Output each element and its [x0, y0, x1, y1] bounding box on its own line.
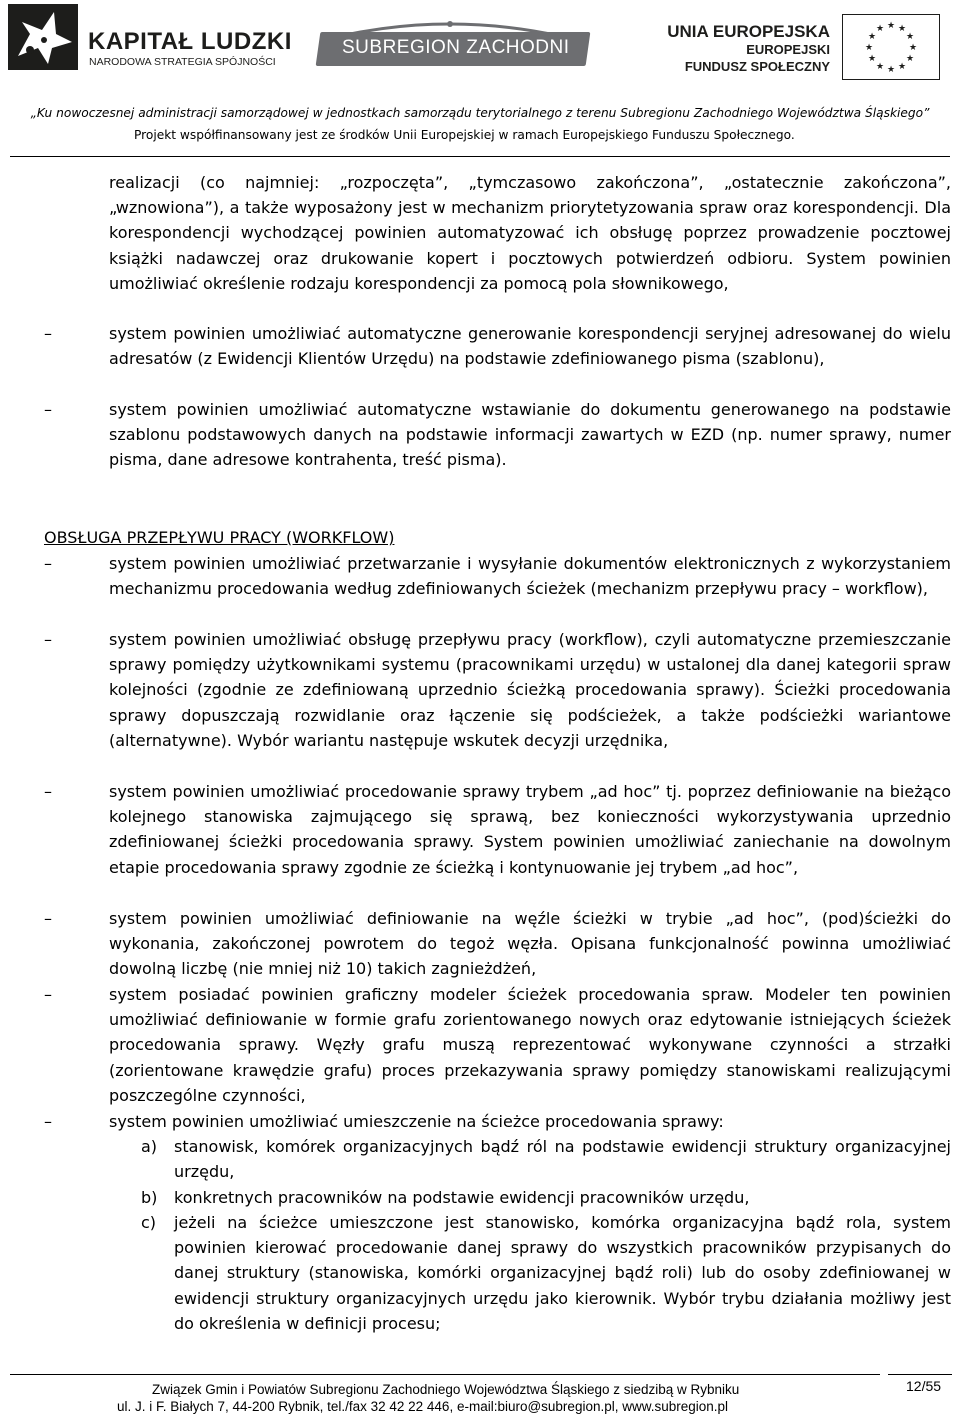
list-item-text: system powinien umożliwiać automatyczne generowanie korespondencji seryjnej adresowanej do wielu adresatów (z Ewidencji Klientów Urzędu) na podstawie zdefiniowanego pisma (szablonu), [109, 324, 951, 369]
list-dash: – [44, 324, 52, 343]
list-item-text: system powinien umożliwiać umieszczenie na ścieżce procedowania sprawy: [109, 1112, 724, 1131]
intro-paragraph: realizacji (co najmniej: „rozpoczęta”, „tymczasowo zakończona”, „ostatecznie zakończona”, „wznowiona”), a także wyposażony jest w mechanizm priorytetyzowania spraw oraz korespondencji. Dla korespondencji wychodzącej powinien automatyzować ich obsługę poprzez prowadzenie pocztowej książki nadawczej oraz drukowanie kopert i pocztowych potwierdzeń odbioru. System powinien umożliwiać określenie rodzaju korespondencji za pomocą pola słownikowego, [109, 173, 951, 293]
subregion-text: SUBREGION ZACHODNI [342, 37, 570, 58]
project-title: „Ku nowoczesnej administracji samorządowej w jednostkach samorządu terytorialnego z terenu Subregionu Zachodniego Województwa Śląskiego” [30, 106, 930, 120]
svg-text:★: ★ [897, 24, 907, 34]
kapital-ludzki-subtitle: NARODOWA STRATEGIA SPÓJNOŚCI [89, 56, 276, 68]
svg-text:★: ★ [886, 65, 896, 75]
list-item-text: system powinien umożliwiać automatyczne wstawianie do dokumentu generowanego na podstawie szablonu podstawowych danych na podstawie informacji zawartych w EZD (np. numer sprawy, numer pisma, dane adresowe kontrahenta, treść pisma). [109, 400, 951, 470]
cofinancing-note: Projekt współfinansowany jest ze środków Unii Europejskiej w ramach Europejskiego Funduszu Społecznego. [134, 128, 795, 142]
svg-text:★: ★ [867, 32, 877, 42]
footer-organization: Związek Gmin i Powiatów Subregionu Zachodniego Województwa Śląskiego z siedzibą w Rybniku [152, 1382, 740, 1397]
sublist-marker: b) [141, 1188, 158, 1207]
section-title: OBSŁUGA PRZEPŁYWU PRACY (WORKFLOW) [44, 528, 395, 547]
list-item-text: system powinien umożliwiać definiowanie na węźle ścieżki w trybie „ad hoc”, (pod)ścieżki do wykonania, zakończonej powrotem do tegoż węzła. Opisana funkcjonalność powinna umożliwiać dowolną liczbę (nie mniej niż 10) takich zagnieżdżeń, [109, 909, 951, 979]
ue-logo [667, 14, 950, 84]
eu-flag-icon [842, 14, 940, 80]
ue-line1: UNIA EUROPEJSKA [667, 22, 830, 41]
list-item-text: system powinien umożliwiać przetwarzanie i wysyłanie dokumentów elektronicznych z wykorzystaniem mechanizmu procedowania według zdefiniowanych ścieżek (mechanizm przepływu pracy – workflow), [109, 554, 951, 599]
svg-text:★: ★ [886, 21, 896, 31]
svg-text:★: ★ [908, 43, 918, 53]
list-dash: – [44, 630, 52, 649]
footer-divider [10, 1374, 880, 1375]
footer-contact: ul. J. i F. Białych 7, 44-200 Rybnik, tel./fax 32 42 22 446, e-mail:biuro@subregion.pl, www.subregion.pl [117, 1399, 729, 1414]
svg-text:★: ★ [897, 62, 907, 72]
kapital-ludzki-logo [8, 4, 292, 70]
page-number: 12/55 [906, 1378, 942, 1394]
list-dash: – [44, 400, 52, 419]
list-dash: – [44, 909, 52, 928]
sublist-item-text: stanowisk, komórek organizacyjnych bądź ról na podstawie ewidencji struktury organizacyjnej urzędu, [174, 1137, 951, 1182]
page-header [0, 0, 960, 160]
svg-text:★: ★ [875, 62, 885, 72]
list-item-text: system powinien umożliwiać obsługę przepływu pracy (workflow), czyli automatyczne przemieszczanie sprawy pomiędzy użytkownikami systemu (pracownikami urzędu) w ustalonej dla danej kategorii spraw kolejności (zgodnie ze zdefiniowaną uprzednio ścieżką procedowania sprawy). Ścieżki procedowania sprawy dopuszczają rozwidlanie oraz łączenie się podścieżek, a także podścieżki wariantowe (alternatywne). Wybór wariantu następuje wskutek decyzji urzędnika, [109, 630, 951, 750]
list-dash: – [44, 782, 52, 801]
svg-text:★: ★ [867, 54, 877, 64]
list-dash: – [44, 1112, 52, 1131]
ue-line2: EUROPEJSKI [746, 42, 830, 57]
header-divider [10, 156, 950, 157]
sublist-marker: a) [141, 1137, 158, 1156]
kapital-ludzki-star-icon [8, 4, 78, 70]
subregion-logo [300, 18, 600, 76]
kapital-ludzki-title: KAPITAŁ LUDZKI [88, 28, 292, 55]
ue-line3: FUNDUSZ SPOŁECZNY [684, 59, 830, 74]
list-dash: – [44, 985, 52, 1004]
sublist-item-text: konkretnych pracowników na podstawie ewidencji pracowników urzędu, [174, 1188, 750, 1207]
svg-text:★: ★ [875, 24, 885, 34]
list-dash: – [44, 554, 52, 573]
sublist-marker: c) [141, 1213, 157, 1232]
list-item-text: system powinien umożliwiać procedowanie sprawy trybem „ad hoc” tj. poprzez definiowanie na bieżąco kolejnego stanowiska zajmującego się sprawą, bez konieczności wykorzystywania uprzednio zdefiniowanej ścieżki procedowania sprawy. System powinien umożliwiać zaniechanie na dowolnym etapie procedowania sprawy zgodnie ze ścieżką i kontynuowanie jej trybem „ad hoc”, [109, 782, 951, 877]
svg-text:★: ★ [905, 32, 915, 42]
list-item-text: system posiadać powinien graficzny modeler ścieżek procedowania spraw. Modeler ten powinien umożliwiać definiowanie w formie grafu zorientowanego nowych oraz edytowanie istniejących ścieżek procedowania sprawy. Węzły grafu muszą reprezentować wykonywane czynności a strzałki (zorientowane krawędzie grafu) proces przekazywania sprawy pomiędzy stanowiskami realizującymi poszczególne czynności, [109, 985, 951, 1105]
sublist-item-text: jeżeli na ścieżce umieszczone jest stanowisko, komórka organizacyjna bądź rola, system powinien kierować procedowanie danej sprawy do wszystkich pracowników przypisanych do danej struktury (stanowiska, komórki organizacyjnej bądź roli) lub do osoby zdefiniowanej w ewidencji struktury organizacyjnych urzędu jako kierownik. Wybór trybu działania możliwy jest do określenia w definicji procesu; [174, 1213, 951, 1333]
svg-text:★: ★ [905, 54, 915, 64]
page-number-divider [888, 1374, 952, 1375]
svg-text:★: ★ [864, 43, 874, 53]
